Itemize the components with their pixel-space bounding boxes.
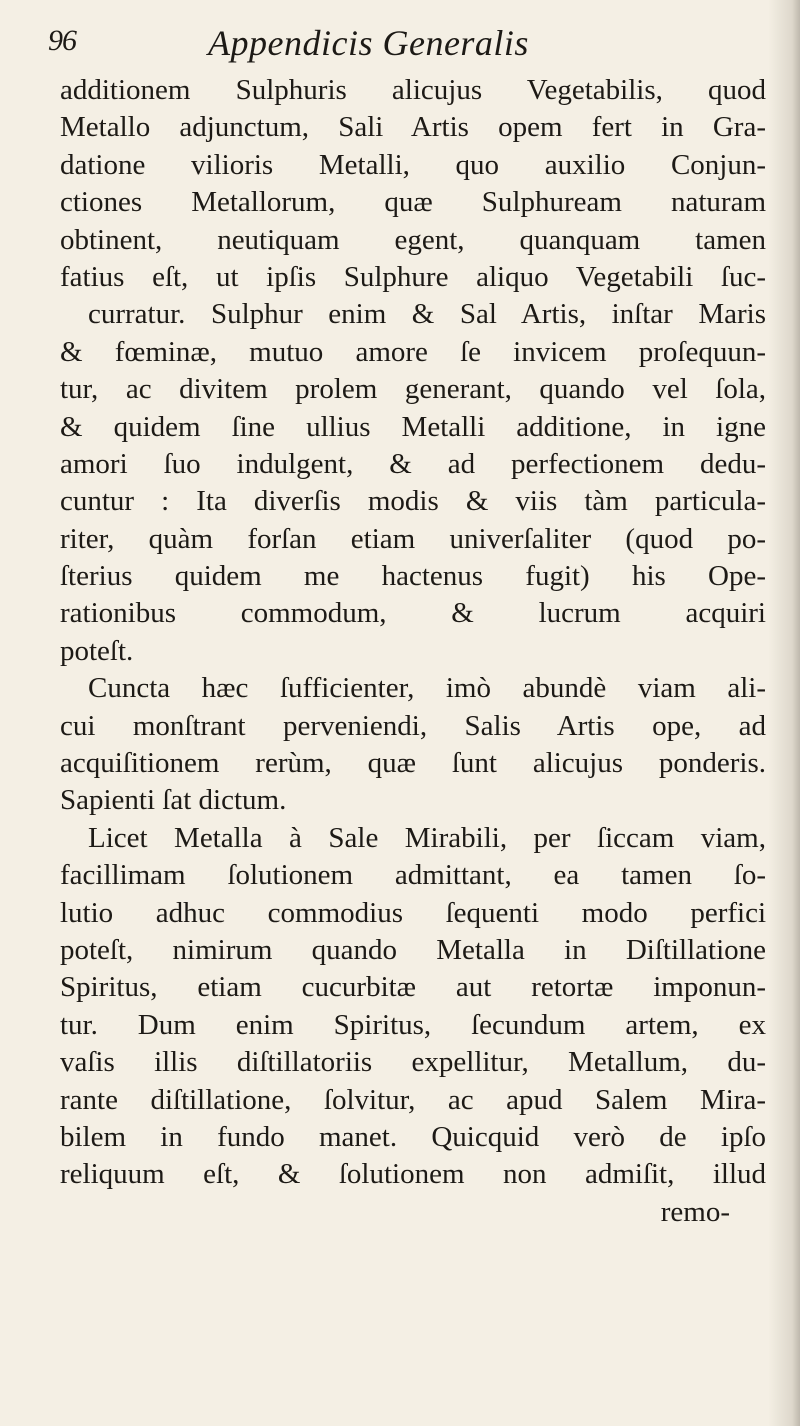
text-line: ctiones Metallorum, quæ Sulphuream naturam <box>60 186 766 219</box>
text-line: Licet Metalla à Sale Mirabili, per ſiccam viam, <box>88 821 766 854</box>
text-line: & quidem ſine ullius Metalli additione, in igne <box>60 410 766 443</box>
text-line: & fœminæ, mutuo amore ſe invicem proſequun- <box>60 335 766 368</box>
text-line: Cuncta hæc ſufficienter, imò abundè viam ali- <box>88 672 766 705</box>
text-line: acquiſitionem rerùm, quæ ſunt alicujus ponderis. <box>60 747 766 780</box>
text-line: ſterius quidem me hactenus fugit) his Ope- <box>60 560 766 593</box>
text-line: obtinent, neutiquam egent, quanquam tamen <box>60 223 766 256</box>
text-line: Metallo adjunctum, Sali Artis opem fert in Gra- <box>60 111 766 144</box>
text-line: Sapienti ſat dictum. <box>60 784 287 817</box>
catchword: remo- <box>660 1195 730 1228</box>
text-line: datione vilioris Metalli, quo auxilio Conjun- <box>60 148 766 181</box>
text-line: cuntur : Ita diverſis modis & viis tàm particula- <box>60 485 766 518</box>
text-line: tur. Dum enim Spiritus, ſecundum artem, ex <box>60 1008 766 1041</box>
text-line: rationibus commodum, & lucrum acquiri <box>60 597 766 630</box>
page-header <box>48 22 748 66</box>
page-number: 96 <box>48 24 76 57</box>
text-line: curratur. Sulphur enim & Sal Artis, inſtar Maris <box>88 298 766 331</box>
text-line: bilem in fundo manet. Quicquid verò de ipſo <box>60 1120 766 1153</box>
text-line: fatius eſt, ut ipſis Sulphure aliquo Vegetabili ſuc- <box>60 260 766 293</box>
text-line: lutio adhuc commodius ſequenti modo perfici <box>60 896 766 929</box>
running-head: Appendicis Generalis <box>208 23 529 63</box>
text-line: poteſt. <box>60 634 134 667</box>
text-line: poteſt, nimirum quando Metalla in Diſtillatione <box>60 933 766 966</box>
text-line: riter, quàm forſan etiam univerſaliter (quod po- <box>60 522 766 555</box>
text-line: additionem Sulphuris alicujus Vegetabilis, quod <box>60 74 766 106</box>
text-line: rante diſtillatione, ſolvitur, ac apud Salem Mira- <box>60 1083 766 1116</box>
text-line: vaſis illis diſtillatoriis expellitur, Metallum, du- <box>60 1046 766 1079</box>
text-line: Spiritus, etiam cucurbitæ aut retortæ imponun- <box>60 971 766 1004</box>
text-line: facillimam ſolutionem admittant, ea tamen ſo- <box>60 859 766 892</box>
body-text <box>60 72 766 1231</box>
text-line: amori ſuo indulgent, & ad perfectionem dedu- <box>60 447 766 480</box>
text-line: cui monſtrant perveniendi, Salis Artis ope, ad <box>60 709 766 742</box>
text-line: tur, ac divitem prolem generant, quando vel ſola, <box>60 373 766 406</box>
text-line: reliquum eſt, & ſolutionem non admiſit, illud <box>60 1158 766 1191</box>
